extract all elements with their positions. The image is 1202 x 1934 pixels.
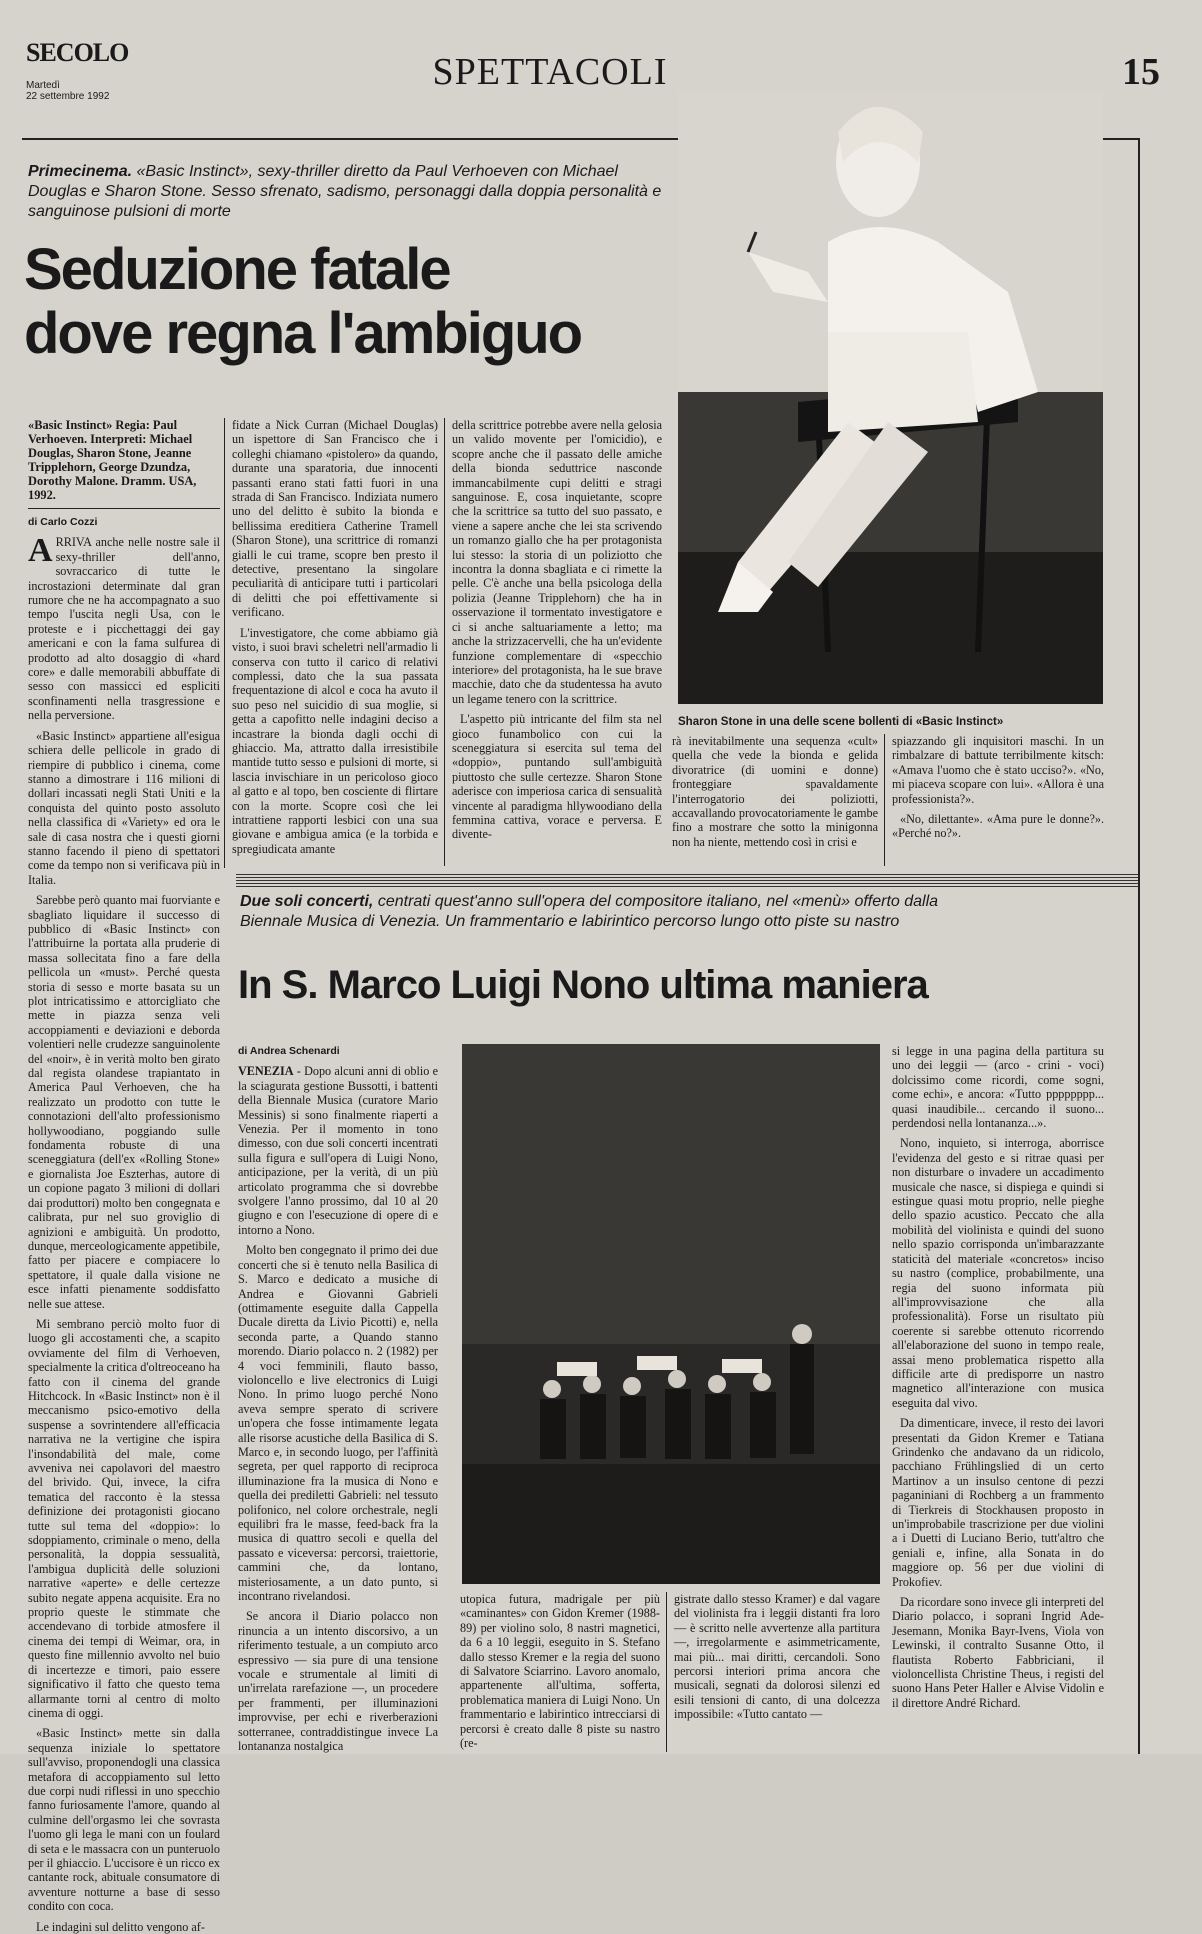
article1-col1-para2: «Basic Instinct» appartiene all'esigua schiera delle pellicole in grado di riempire di pubblico i cinema, come stanno a dimostrare i 116 milioni di dollari incassati negli Stati Uniti e la conquista del quinto posto assoluto nella classifica di «Variety» ed ora le sale di casa nostra che i questi giorni stanno facendo il pieno di spettatori come da tempo non si verificava più in Italia. — [28, 728, 220, 887]
article1-column-1 — [28, 418, 220, 1934]
column-rule — [666, 1592, 667, 1752]
article1-column-3 — [452, 418, 662, 866]
page-right-rule — [1138, 138, 1140, 1754]
article1-col1-para6: Le indagini sul delitto vengono af- — [36, 1919, 205, 1934]
article1-col3-para1: della scrittrice potrebbe avere nella gelosia un valido movente per l'omicidio), e scopre anche che il passato delle amiche della bionda seduttrice nasconde immancabilmente cupi delitti e stragi sanguinose. E, cosa inquietante, scopre che la scrittrice sa tutto del suo passato, e viene a sapere anche che lei sta scrivendo un romanzo giallo che ha per protagonista lui stesso: la storia di un poliziotto che incontra la donna sbagliata e ci rimette la pelle. C'è anche una bella psicologa della polizia (Jeanne Tripplehorn) che ha in osservazione il tormentato investigatore e ci si anche saltuariamente a letto; ma anche la strizzacervelli, che ha un'evidente funzione complementare di «specchio interiore» del protagonista, ha le sue brave macchie, dato che da studentessa ha avuto un legame tenero con la scrittrice. — [452, 418, 662, 706]
article1-col2-para2: L'investigatore, che come abbiamo già visto, i suoi bravi scheletri nell'armadio li conserva con tutto il carico di relativi complessi, dato che la sua passata frequentazione di alcol e coca ha avuto il suo peso nel suicidio di sua moglie, si getta a capofitto nelle indagini deciso a incastrare la bionda dagli occhi di ghiaccio. Ma, attratto dalla irresistibile mantide tutto sesso e pulsioni di morte, si lascia invischiare in un pericoloso gioco al gatto e al topo, ben cosciente di flirtare con la morte. Scopre così che lei intrattiene rapporti lesbici con una sua giovane e ambigua amica (e la torbida e spregiudicata amante — [232, 625, 438, 856]
dropcap: A — [28, 532, 53, 570]
article2-column-4 — [892, 1044, 1104, 1754]
article1-col3-para2: L'aspetto più intricante del film sta nel gioco funambolico con cui la sceneggiatura si esercita sul tema del «doppio», puntando sull'ambiguità piuttosto che sulle certezze. Sharon Stone aderisce con imperiosa carica di sensualità vincente al paradigma hllywoodiano della femmina cattiva, vorace e perversa. E divente- — [452, 712, 662, 842]
article2-kicker-text: centrati quest'anno sull'opera del compositore italiano, nel «menù» offerto dalla Biennale Musica di Venezia. Un frammentario e labirintico percorso lungo otto piste su nastro — [240, 893, 939, 930]
film-credits: «Basic Instinct» Regia: Paul Verhoeven. Interpreti: Michael Douglas, Sharon Stone, Jeanne Tripplehorn, George Dzundza, Dorothy Malone. Dramm. USA, 1992. — [28, 418, 197, 502]
article2-dateline: VENEZIA — [238, 1064, 294, 1079]
article2-col2-para1: utopica futura, madrigale per più «caminantes» con Gidon Kremer (1988-89) per violino solo, 8 nastri magnetici, da 6 a 10 leggii, eseguito in S. Stefano dallo stesso Kremer e la regia del suono di Salvatore Sciarrino. Lavoro anomalo, appartenente all'ultima, sofferta, problematica maniera di Luigi Nono. Un frammentario e labirintico intrecciarsi di percorsi è creato dalle 8 piste su nastro (re- — [460, 1592, 660, 1751]
article1-headline-line1: Seduzione fatale — [24, 237, 450, 302]
article2-col3-para1: gistrate dallo stesso Kramer) e dal vagare del violinista fra i leggii distanti fra loro — è scritto nelle avvertenze alla partitura —, irregolarmente e asimmetricamente, mai più... mai diritti, cercandoli. Sono percorsi interiori prima ancora che musicali, segnati da dolorosi silenzi ed esili tensioni di canto, di una dolcezza impossibile: «Tutto cantato — — [674, 1592, 880, 1722]
column-rule — [224, 418, 225, 868]
article2-headline: In S. Marco Luigi Nono ultima maniera — [238, 963, 928, 1007]
article2-kicker-label: Due soli concerti, — [240, 893, 374, 910]
article1-headline — [24, 238, 684, 366]
article1-column-5 — [892, 734, 1104, 866]
article1-col5-para2: «No, dilettante». «Ama pure le donne?». «Perché no?». — [892, 812, 1104, 841]
credits-rule — [28, 508, 220, 509]
article1-kicker-label: Primecinema. — [28, 163, 133, 180]
concert-photo — [462, 1044, 880, 1584]
page-number: 15 — [1122, 51, 1160, 93]
article1-col1-para1: RRIVA anche nelle nostre sale il sexy-thriller dell'anno, sovraccarico di tutte le incrostazioni determinate dal gran rumore che ne ha accompagnato a suo tempo l'uscita negli Usa, con le proteste e i picchettaggi dei gay americani e con la fama sulfurea di prodotto ad alto dosaggio di «hard core» e dalle memorabili abbuffate di sesso con massicci ed espliciti sconfinamenti nella trasgressione e nella perversione. — [28, 535, 220, 723]
column-rule — [444, 418, 445, 866]
article1-column-4 — [672, 734, 878, 866]
article2-col4-para1: si legge in una pagina della partitura su uno dei leggii — (arco - crini - voci) dolcissimo come ricordi, come sogni, come echi», e ancora: «Tutto pppppppp... quasi inaudibile... cercando il suono... perdendosi nella lontananza...». — [892, 1044, 1104, 1131]
article1-headline-line2: dove regna l'ambiguo — [24, 301, 582, 366]
article2-col4-para2: Nono, inquieto, si interroga, aborrisce l'evidenza del gesto e si ritrae quasi per non disturbare o invadere un accadimento musicale che nasce, si dispiega e quindi si estingue quasi motu proprio, nelle pieghe dello spazio acustico. Peccato che alla mobilità del violinista e quindi del suono nello spazio corrisponda un'imbarazzante staticità del materiale «concretos» inciso su nastro (complice, probabilmente, una regia del suono informata più all'improvvisazione che alla professionalità). Forse un risultato più coerente si sarebbe ottenuto ricorrendo all'elaborazione del suono in tempo reale, assai meno problematica rispetto alla difficile arte di predisporre un nastro magnetico all'interazione con musica eseguita dal vivo. — [892, 1136, 1104, 1410]
article2-col4-para4: Da ricordare sono invece gli interpreti del Diario polacco, i soprani Ingrid Ade-Jesemann, Monika Bayr-Ivens, Viola von Lewinski, il contralto Susanne Otto, il flautista Roberto Fabbriciani, il violoncellista Christine Theus, i registi del suono Hans Peter Haller e Alvise Vidolin e il direttore André Richard. — [892, 1595, 1104, 1710]
article1-column-2 — [232, 418, 438, 866]
article1-col1-para5: «Basic Instinct» mette sin dalla sequenza iniziale lo spettatore sull'avviso, proponendogli una classica metafora di accoppiamento sul letto due corpi nudi riflessi in uno specchio fanno furiosamente l'amore, quando al culmine dell'orgasmo lei che sovrasta l'uomo gli lega le mani con un foulard di seta e le massacra con un punteruolo per il ghiaccio. L'uccisore è un ricco ex cantante rock, abituale consumatore di avventure notturne a base di sesso condito con coca. — [28, 1726, 220, 1914]
concert-photo-illustration — [462, 1044, 880, 1584]
article-separator — [236, 874, 1140, 888]
article2-col1-para3: Se ancora il Diario polacco non rinuncia a un intento discorsivo, a un riferimento testuale, a un compiuto arco espressivo — sia pure di una tensione vocale e strumentale al limiti di un'irrelata rarefazione —, un procedere per frammenti, per illuminazioni improvvise, per echi e riverberazioni sotterranee, contraddistingue invece La lontananza nostalgica — [238, 1609, 438, 1754]
article2-col1-para2: Molto ben congegnato il primo dei due concerti che si è tenuto nella Basilica di S. Marco e dedicato a musiche di Andrea e Giovanni Gabrieli (ottimamente eseguite dalla Cappella Ducale diretta da Livio Picotti) e, nella seconda parte, a Quando stanno morendo. Diario polacco n. 2 (1982) per 4 voci femminili, flauto basso, violoncello e live electronics di Luigi Nono. In primo luogo perché Nono aveva sempre sperato di scrivere un'opera che fosse intimamente legata alle risorse acustiche della Basilica di S. Marco e, in secondo luogo, per l'affinità segreta, per quel rapporto di reciproca illuminazione fra la musica di Nono e quella dei prediletti Gabrieli: nel tessuto polifonico, nel colore orchestrale, negli equilibri fra le masse, feed-back fra la musica di quattro secoli e quella del passato e viceversa: percorsi, traiettorie, cammini che, da lontano, misteriosamente, a un dato punto, si incontrano rivelandosi. — [238, 1243, 438, 1604]
article1-kicker-text: «Basic Instinct», sexy-thriller diretto da Paul Verhoeven con Michael Douglas e Sharon Stone. Sesso sfrenato, sadismo, personaggi dalla doppia personalità e sanguinose pulsioni di morte — [28, 163, 662, 220]
article2-column-2 — [460, 1592, 660, 1754]
article2-col1-para1: - Dopo alcuni anni di oblio e la sciagurata gestione Bussotti, i battenti della Biennale Musica (curatore Mario Messinis) si sono finalmente riaperti a Venezia. Per il momento in tono dimesso, con due soli concerti incentrati sulla figura e sull'opera di Luigi Nono, anticipazione, per la verità, di un più articolato programma che si dovrebbe svolgere l'anno prossimo, dal 10 al 20 giugno e con l'esecuzione di opere di e intorno a Nono. — [238, 1064, 438, 1237]
article2-byline: di Andrea Schenardi — [238, 1045, 340, 1057]
article1-byline: di Carlo Cozzi — [28, 516, 98, 528]
article1-col2-para1: fidate a Nick Curran (Michael Douglas) un ispettore di San Francisco che i colleghi chiamano «pistolero» da quando, durante una sparatoria, due innocenti passanti erano stati fatti fuori in una strada di San Francisco. Indiziata numero uno del delitto è subito la bionda e bellissima ereditiera Catherine Tramell (Sharon Stone), una scrittrice di romanzi gialli le cui trame, scopre ben presto il detective, presentano la singolare peculiarità di anticipare tutti i particolari di delitti che poi effettivamente si verificano. — [232, 418, 438, 620]
column-rule — [884, 734, 885, 866]
article1-col1-para3: Sarebbe però quanto mai fuorviante e sbagliato liquidare il successo di pubblico di «Basic Instinct» con l'attribuirne la portata alla pruderie di massa sollecitata fino a fare della pellicola un «must». Perché questa storia di sesso e morte basata su un plot intricatissimo e attorcigliato che mette in piazza senza veli accoppiamenti e deviazioni e deborda volentieri nelle crudezze sanguinolente del «noir», è in verità molto ben girato dal regista olandese trapiantato in America Paul Verhoeven, che ha realizzato un prodotto con tutte le connotazioni dell'alto professionismo hollywoodiano, poggiando sulle fondamenta robuste di una sceneggiatura (dell'ex «Rolling Stone» e giornalista Joe Eszterhas, autore di un copione pagato 3 milioni di dollari dai produttori) molto ben congegnata e calibrata, pur nel suo groviglio di agnizioni e ambiguità. Un prodotto, dunque, merceologicamente appetibile, fatto per piacere e compiacere lo spettatore, il quale dalla visione ne esce infatti pienamente soddisfatto nelle sue attese. — [28, 893, 220, 1311]
article1-col1-para4: Mi sembrano perciò molto fuor di luogo gli accostamenti che, a scapito ovviamente del film di Verhoeven, specialmente la critica d'oltreoceano ha fatto con il cinema del grande Hitchcock. In «Basic Instinct» non è il meccanismo psico-emotivo della suspense a sovrintendere all'efficacia narrativa ne la vertigine che ispira l'insondabilità del male, come avveniva nei capolavori del maestro del brivido. Qui, invece, la cifra tematica del racconto è la stessa definizione dei protagonisti giocano tutte sul tema del «doppio»: lo sdoppiamento, criminale o meno, della personalità, la doppia sessualità, l'ambigua duplicità delle soluzioni narrative «aperte» e delle certezze subito negate appena acquisite. Era no proprio queste le stimmate che accendevano di torbide atmosfere il cinema dei tempi di Weimar, ora, in questo fine millennio avvolto nel buio di incertezze e timori, paio essere significativo il fatto che questo tema allarmante torni al centro di molto cinema di oggi. — [28, 1316, 220, 1720]
article2-column-3 — [674, 1592, 880, 1754]
section-title: SPETTACOLI — [432, 51, 668, 93]
article1-col5-para1: spiazzando gli inquisitori maschi. In un rimbalzare di battute terribilmente kitsch: «Amava l'uomo che è stato ucciso?». «No, mi piaceva scopare con lui». «Allora è una professionista?». — [892, 734, 1104, 806]
sharon-stone-photo — [678, 92, 1103, 704]
masthead-day: Martedì — [26, 80, 60, 91]
article1-col4-para1: rà inevitabilmente una sequenza «cult» quella che vede la bionda e gelida divoratrice (di uomini e donne) fronteggiare spavaldamente l'interrogatorio dei poliziotti, accavallando provocatoriamente le gambe fino a mostrare che sotto la minigonna non ha niente, mettendo così in crisi e — [672, 734, 878, 849]
sharon-stone-photo-illustration — [678, 92, 1103, 704]
article1-kicker — [28, 162, 668, 222]
article2-col4-para3: Da dimenticare, invece, il resto dei lavori presentati da Gidon Kremer e Tatiana Grindenko che andavano da un ridicolo, pacchiano Frühlingslied di un certo Martinov a un insulso centone di pezzi paganiniani di Rochberg a un frammento di Tierkreis di Stockhausen proposto in un'improbabile trascrizione per due violini a i Duetti di Luciano Berio, tutt'altro che geniali e, infine, alla Sonata in do maggiore op. 56 per due violini di Prokofiev. — [892, 1416, 1104, 1589]
article2-kicker — [240, 892, 1000, 932]
photo-caption: Sharon Stone in una delle scene bollenti di «Basic Instinct» — [678, 716, 1004, 728]
masthead-date: 22 settembre 1992 — [26, 91, 110, 102]
masthead-logo: SECOLO — [26, 38, 129, 67]
article2-column-1 — [238, 1044, 438, 1754]
